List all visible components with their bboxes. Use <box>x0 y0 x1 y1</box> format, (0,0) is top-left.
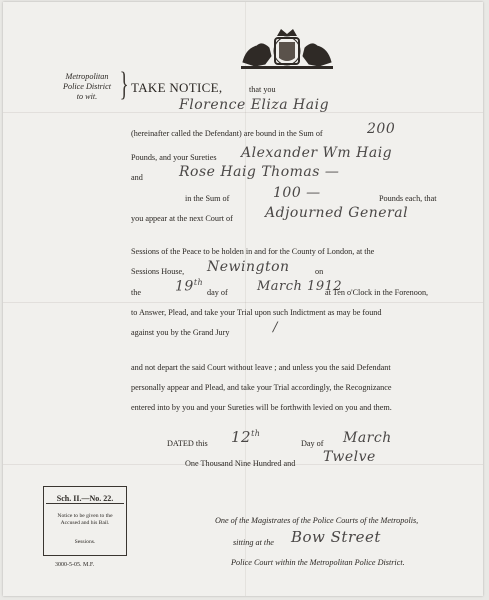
on-label: on <box>315 267 324 276</box>
day-suffix: th <box>193 278 204 287</box>
district-line: Metropolitan <box>65 72 109 81</box>
schedule-notice-line: Notice to be given to the <box>57 513 113 519</box>
schedule-box <box>43 486 127 556</box>
paper-crease <box>3 302 483 303</box>
thousand-line: One Thousand Nine Hundred and <box>185 459 296 468</box>
schedule-notice-line: Accused and his Bail. <box>60 520 110 526</box>
schedule-sessions: Sessions. <box>74 539 96 545</box>
print-code: 3000-5-05. M.F. <box>55 562 95 568</box>
dated-month: March <box>343 430 392 446</box>
royal-arms-seal <box>235 26 339 72</box>
in-the-sum-label: in the Sum of <box>185 194 230 203</box>
sitting-label: sitting at the <box>233 538 274 547</box>
that-you-label: that you <box>249 85 276 94</box>
grand-jury-line: against you by the Grand Jury <box>131 328 230 337</box>
paper-crease <box>245 2 246 596</box>
take-notice-heading: TAKE NOTICE, <box>131 80 223 95</box>
seal-motto: DIEU ET MON DROIT <box>272 68 302 72</box>
sessions-line: Sessions of the Peace to be holden in and for the County of London, at the <box>131 247 375 256</box>
answer-line: to Answer, Plead, and take your Trial upon such Indictment as may be found <box>131 308 382 317</box>
depart-line: and not depart the said Court without leave ; and unless you the said Defendant <box>131 363 391 372</box>
day-of-word: Day of <box>301 439 324 448</box>
district-line: Police District <box>63 82 111 91</box>
schedule-divider <box>46 503 124 504</box>
dated-day: 12th <box>231 428 261 446</box>
dated-suffix: th <box>251 429 261 438</box>
day-number: 19th <box>175 278 204 295</box>
court-name: Adjourned General <box>265 205 409 221</box>
surety-name-1: Alexander Wm Haig <box>241 145 393 161</box>
sureties-line: Pounds, and your Sureties <box>131 153 217 162</box>
personally-line: personally appear and Plead, and take your Trial accordingly, the Recognizance <box>131 383 392 392</box>
pounds-each-label: Pounds each, that <box>379 194 437 203</box>
district-line: to wit. <box>76 92 98 101</box>
court-sitting: Bow Street <box>291 528 381 546</box>
entered-line: entered into by you and your Sureties will be forthwith levied on you and them. <box>131 403 392 412</box>
bracket-brace: } <box>119 66 129 103</box>
district-block <box>55 72 119 102</box>
document-sheet <box>3 2 483 596</box>
sessions-house-label: Sessions House, <box>131 267 185 276</box>
defendant-name: Florence Eliza Haig <box>179 97 330 113</box>
and-label: and <box>131 173 143 182</box>
appear-line: you appear at the next Court of <box>131 214 233 223</box>
grand-jury-mark: / <box>273 320 278 335</box>
police-court-line: Police Court within the Metropolitan Police District. <box>231 558 405 567</box>
month-year: March 1912 <box>257 279 343 294</box>
magistrate-line: One of the Magistrates of the Police Courts of the Metropolis, <box>215 516 419 525</box>
surety-name-2: Rose Haig Thomas — <box>179 164 340 180</box>
schedule-notice <box>44 513 126 527</box>
sessions-house-place: Newington <box>207 259 290 275</box>
time-clause: at Ten o'Clock in the Forenoon, <box>325 288 429 297</box>
dated-label: DATED this <box>167 439 208 448</box>
the-label: the <box>131 288 142 297</box>
surety-sum-amount: 100 — <box>273 185 321 201</box>
dated-year: Twelve <box>323 449 376 465</box>
hereinafter-line: (hereinafter called the Defendant) are bound in the Sum of <box>131 129 323 138</box>
schedule-title: Sch. II.—No. 22. <box>56 494 114 503</box>
sum-amount: 200 <box>367 121 396 137</box>
day-of-label: day of <box>207 288 228 297</box>
